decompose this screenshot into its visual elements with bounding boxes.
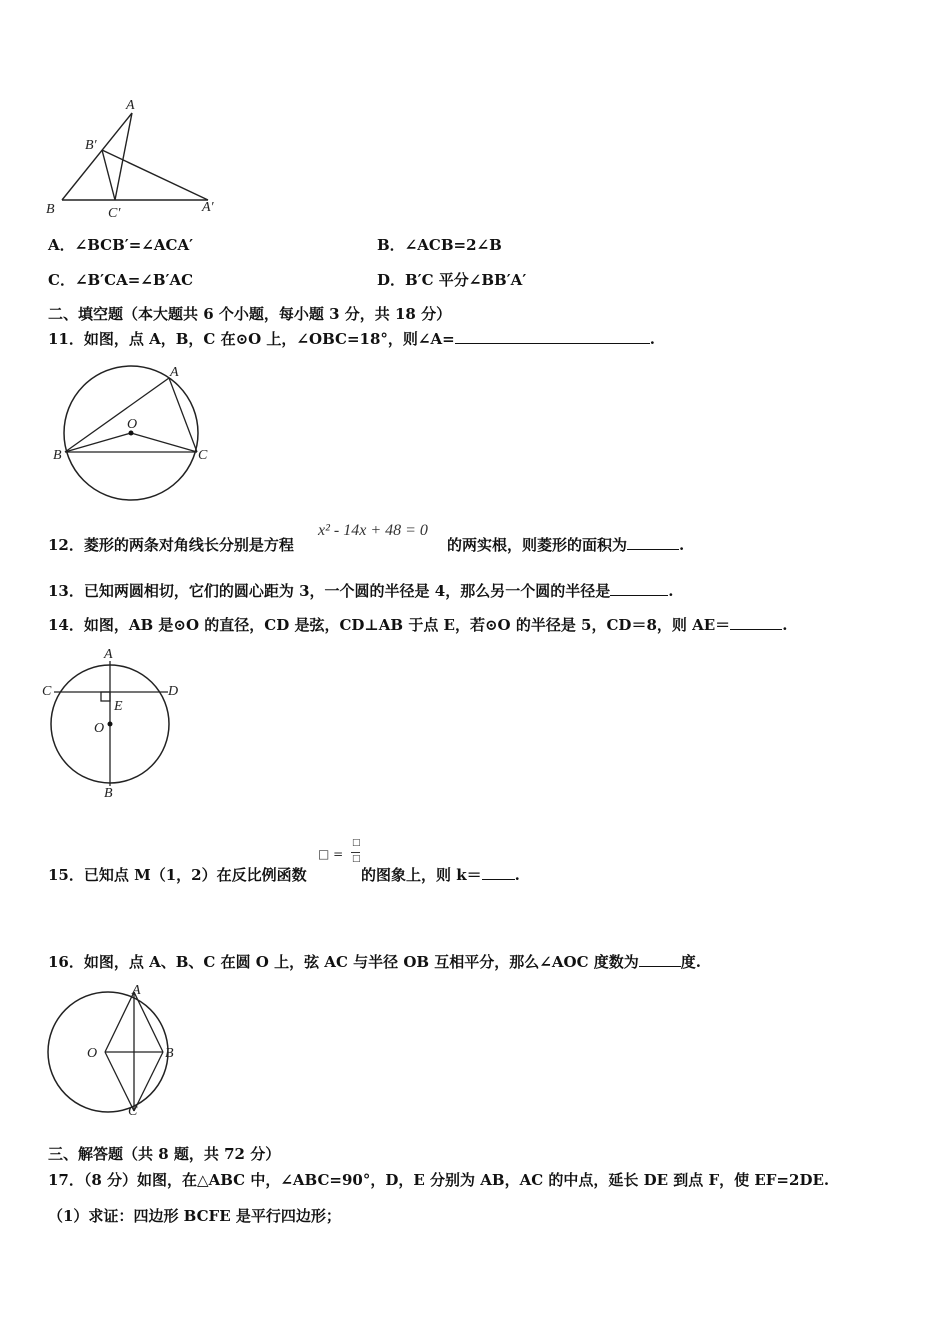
q16-label-a: A xyxy=(132,983,141,998)
q11-figure xyxy=(50,360,220,510)
q10-label-b: B xyxy=(46,202,55,217)
q15-formula-num: □ xyxy=(352,838,361,848)
q13-end: . xyxy=(668,582,674,600)
q16-figure xyxy=(38,980,188,1120)
q11-answer-blank xyxy=(455,329,650,344)
q15-pre: 15．已知点 M（1，2）在反比例函数 xyxy=(48,866,307,884)
q16-line xyxy=(48,952,701,972)
q16-label-b: B xyxy=(165,1046,174,1061)
q15-formula-lhs: □ = xyxy=(318,847,344,861)
q10-label-a: A xyxy=(126,98,135,113)
q10-option-b: B．∠ACB=2∠B xyxy=(377,236,502,254)
q15-end: . xyxy=(514,866,520,884)
q11-label-a: A xyxy=(170,365,179,380)
q14-text: 14．如图，AB 是⊙O 的直径，CD 是弦，CD⊥AB 于点 E，若⊙O 的半径是 5，CD＝8，则 AE＝ xyxy=(48,616,731,634)
q10-label-b-prime: B′ xyxy=(85,138,97,153)
q12-post: 的两实根，则菱形的面积为 xyxy=(447,536,628,554)
q11-label-b: B xyxy=(53,448,62,463)
q14-label-b: B xyxy=(104,786,113,801)
q10-option-c: C．∠B′CA=∠B′AC xyxy=(48,271,194,289)
q10-label-a-prime: A′ xyxy=(202,200,214,215)
q16-answer-blank xyxy=(639,952,681,967)
q11-label-c: C xyxy=(198,448,208,463)
section3-title: 三、解答题（共 8 题，共 72 分） xyxy=(48,1145,281,1163)
q14-figure xyxy=(38,643,188,803)
q11-label-o: O xyxy=(127,417,138,432)
q16-label-o: O xyxy=(87,1046,98,1061)
q10-figure xyxy=(40,95,230,225)
q15-formula-den: □ xyxy=(352,854,361,864)
q14-label-o: O xyxy=(94,721,105,736)
q13-text: 13．已知两圆相切，它们的圆心距为 3，一个圆的半径是 4，那么另一个圆的半径是 xyxy=(48,582,611,600)
q16-label-c: C xyxy=(128,1104,138,1119)
q12-end: . xyxy=(679,536,685,554)
q14-line xyxy=(48,615,787,635)
q14-label-a: A xyxy=(104,647,113,662)
q13-line xyxy=(48,581,673,601)
q14-label-e: E xyxy=(114,699,123,714)
q14-answer-blank xyxy=(730,615,782,630)
q15-post-line xyxy=(361,865,520,885)
q17-text: 17．（8 分）如图，在△ABC 中，∠ABC=90°，D，E 分别为 AB，AC 的中点，延长 DE 到点 F，使 EF=2DE. xyxy=(48,1171,830,1189)
q12-pre: 12．菱形的两条对角线长分别是方程 xyxy=(48,536,294,554)
q12-answer-blank xyxy=(627,535,679,550)
q12-post-line xyxy=(447,535,684,555)
q15-post: 的图象上，则 k＝ xyxy=(361,866,482,884)
q13-answer-blank xyxy=(610,581,668,596)
q10-option-d: D．B′C 平分∠BB′A′ xyxy=(377,271,527,289)
q15-answer-blank xyxy=(482,865,515,880)
q11-line xyxy=(48,329,655,349)
q14-label-c: C xyxy=(42,684,52,699)
section2-title: 二、填空题（本大题共 6 个小题，每小题 3 分，共 18 分） xyxy=(48,305,452,323)
q10-option-a: A．∠BCB′=∠ACA′ xyxy=(48,236,194,254)
q12-equation: x² - 14x + 48 = 0 xyxy=(318,522,428,539)
q11-text: 11．如图，点 A，B，C 在⊙O 上，∠OBC=18°，则∠A= xyxy=(48,330,455,348)
q14-end: . xyxy=(782,616,788,634)
q10-label-c-prime: C′ xyxy=(108,206,121,221)
q16-end: 度. xyxy=(680,953,701,971)
q17-part1: （1）求证：四边形 BCFE 是平行四边形； xyxy=(48,1207,341,1225)
q14-label-d: D xyxy=(168,684,179,699)
q15-formula-bar xyxy=(351,852,360,853)
q11-end: . xyxy=(649,330,655,348)
q16-text: 16．如图，点 A、B、C 在圆 O 上，弦 AC 与半径 OB 互相平分，那么∠AOC 度数为 xyxy=(48,953,639,971)
